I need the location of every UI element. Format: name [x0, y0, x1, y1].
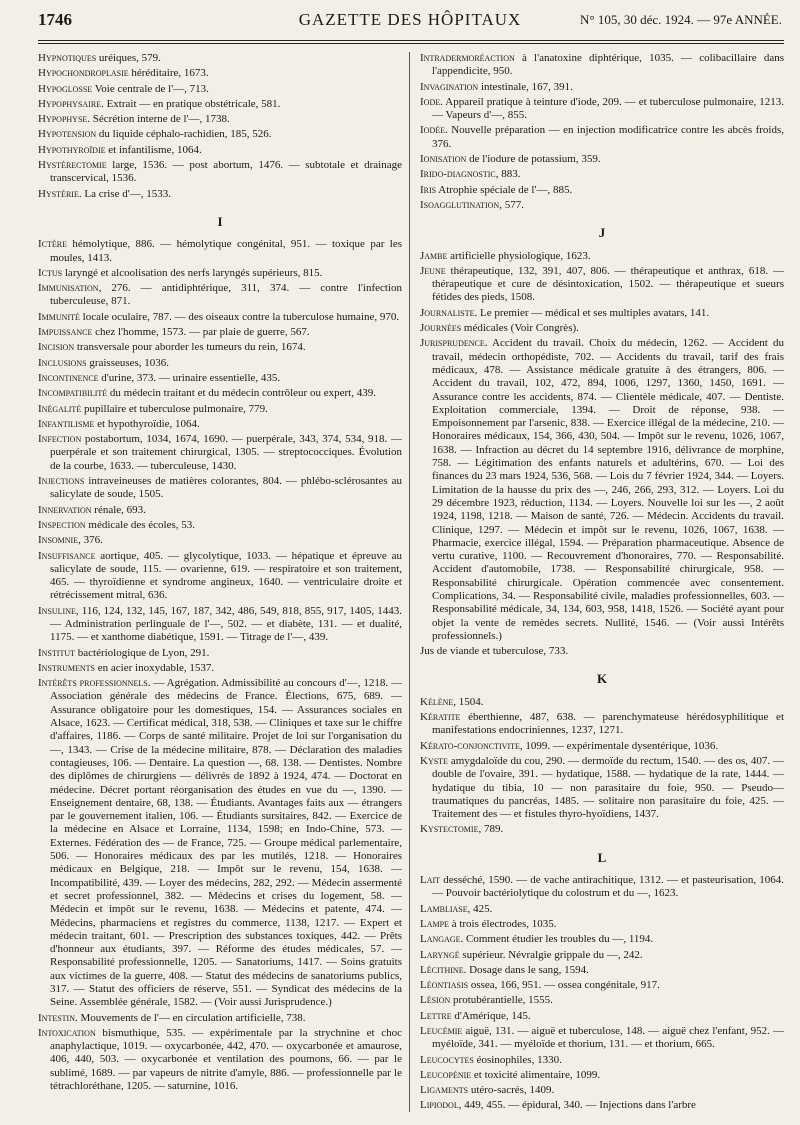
- index-entry: [38, 433, 402, 473]
- entry-text: hémolytique, 886. — hémolytique congénital, 951. — toxique par les moules, 1413.: [50, 238, 402, 264]
- index-entry: [38, 475, 402, 502]
- index-entry: [38, 550, 402, 603]
- entry-text: intestinale, 167, 391.: [478, 80, 573, 93]
- entry-headword: Journées: [420, 322, 462, 335]
- entry-text: transversale pour aborder les tumeurs du rein, 1674.: [74, 341, 306, 354]
- index-entry: [420, 964, 784, 977]
- entry-text: et infantilisme, 1064.: [105, 143, 202, 156]
- entry-text: , 789.: [478, 823, 504, 836]
- entry-headword: Kératite: [420, 711, 461, 724]
- entry-text: , 276. — antidiphtérique, 311, 374. — contre l'infection tuberculeuse, 871.: [50, 282, 402, 308]
- entry-headword: Leucopénie: [420, 1068, 472, 1081]
- entry-headword: Lécithine: [420, 963, 464, 976]
- entry-headword: Injections: [38, 475, 85, 488]
- entry-headword: Lipiodol: [420, 1099, 459, 1112]
- index-entry: [420, 903, 784, 916]
- index-entry: [38, 311, 402, 324]
- entry-text: . Extrait — en pratique obstétricale, 581.: [101, 97, 281, 110]
- journal-title: GAZETTE DES HÔPITAUX: [298, 10, 522, 29]
- index-entry: [420, 1069, 784, 1082]
- entry-headword: Hypothyroïdie: [38, 143, 106, 156]
- index-entry: [420, 979, 784, 992]
- entry-text: . La crise d'—, 1533.: [78, 187, 171, 200]
- index-entry: [420, 184, 784, 197]
- entry-text: . Accident du travail. Choix du médecin, 1262. — Accident du travail, médecin orthopédiste, 702. — Accidents du travail, tarif des frais médicaux, 478. — Assistance médicale gratuite à des étrangers, 806. — Accident du travail, 102, 472, 894, 1006, 1297, 1360, 1450, 1691. — Assurance contre les accidents, 874. — Clientèle médicale, 407. — Dentiste. Exploitation commerciale, 1394. — Droit de réponse, 938. — Empoisonnement par l'arsenic, 838. — Exercice illégal de la médecine, 210. — Honoraires médicaux, 154, 366, 430, 504. — Impôt sur le revenu, 1026, 1067, 1638. — Infraction au décret du 14 septembre 1916, délivrance de morphine, 758. — Légitimation des enfants naturels et adultérins, 670. — Loi des finances du 23 mars 1924, 536, 568. — Lois du 7 février 1924, 344. — Loyers. Limitation de la hausse du prix des —, 246, 266, 293, 312. — Loyers. Loi du 29 décembre 1923, réduction, 1134. — Loyers. Nouvelle loi sur les —, 2 août 1924, 1198, 1218. — Maison de santé, 726. — Médecin. Accidents du travail. Clinique, 1297. — Médecin et impôt sur le revenu, 1026, 1067, 1638. — Pharmacie, exercice illégal, 1594. — Préparation pharmaceutique. Absence de vertu curative, 1100. — Recouvrement d'honoraires, 770. — Responsabilité. Accident d'automobile, 1738. — Responsabilité chirurgicale, 958. — Responsabilité chirurgicale. Opération commencée avec consentement. Complications, 34. — Responsabilité civile, maladies professionnelles, 603. — Responsabilité médicale, 34, 134, 603, 958, 1418, 1526. — Société ayant pour objet la vente de remèdes secrets. Nullité, 1546. — (Voir aussi Intérêts professionnels.): [432, 337, 784, 642]
- entry-headword: Intérêts professionnels: [38, 677, 148, 690]
- entry-text: , 883.: [495, 168, 521, 181]
- entry-text: aiguë, 131. — aiguë et tuberculose, 148. — aiguë chez l'enfant, 952. — myéloïde, 341. — myéloïde et thorium, 131. — et thorium, 665.: [432, 1025, 784, 1051]
- index-entry: [420, 1084, 784, 1097]
- index-entry: [420, 168, 784, 181]
- index-entry: [38, 282, 402, 309]
- entry-text: . Mouvements de l'— en circulation artificielle, 738.: [75, 1011, 306, 1024]
- page-number: 1746: [38, 10, 72, 29]
- entry-text: Voie centrale de l'—, 713.: [92, 82, 209, 95]
- entry-text: aortique, 405. — glycolytique, 1033. — hépatique et épreuve au salicylate de soude, 115. — ovarienne, 619. — respiratoire et son traitement, 465. — thyroïdienne et syndrome angineux, 1640. — ventriculaire droite et rétrécissement mitral, 636.: [50, 549, 402, 602]
- index-entry: [420, 265, 784, 305]
- entry-headword: Hypochondroplasie: [38, 67, 129, 80]
- entry-headword: Innervation: [38, 503, 92, 516]
- entry-headword: Immunité: [38, 310, 80, 323]
- entry-text: médicales (Voir Congrès).: [461, 322, 579, 335]
- entry-text: intraveineuses de matières colorantes, 804. — phlébo-sclérosantes au salicylate de soude, 1505.: [50, 475, 402, 501]
- index-entry: [420, 153, 784, 166]
- entry-headword: Insuffisance: [38, 549, 96, 562]
- entry-text: . Appareil pratique à teinture d'iode, 209. — et tuberculose pulmonaire, 1213. — Vapeurs d'—, 855.: [432, 95, 784, 122]
- entry-headword: Infantilisme: [38, 417, 95, 430]
- index-entry: [38, 662, 402, 675]
- entry-text: thérapeutique, 132, 391, 407, 806. — thérapeutique et anthrax, 618. — thérapeutique et cure de désintoxication, 1502. — thérapeutique et sueurs fétides des pieds, 1508.: [432, 264, 784, 304]
- entry-headword: Iodée: [420, 124, 445, 137]
- entry-headword: Instruments: [38, 661, 96, 674]
- index-entry: [420, 322, 784, 335]
- entry-text: d'Amérique, 145.: [451, 1009, 531, 1022]
- index-entry: [420, 124, 784, 151]
- entry-headword: Jambe: [420, 249, 448, 262]
- index-entry: [38, 341, 402, 354]
- section-letter: J: [598, 225, 606, 241]
- index-entry: [420, 994, 784, 1007]
- entry-text: Atrophie spéciale de l'—, 885.: [436, 183, 573, 196]
- entry-text: du médecin traitant et du médecin contrôleur ou expert, 439.: [107, 387, 376, 400]
- entry-headword: Hypophysaire: [38, 97, 102, 110]
- entry-text: postabortum, 1034, 1674, 1690. — puerpérale, 343, 374, 534, 918. — puerpérale et son traitement chirurgical, 1305. — streptococciques. Évolution de la courbe, 1633. — tuberculeuse, 1430.: [50, 433, 402, 472]
- entry-text: , 116, 124, 132, 145, 167, 187, 342, 486, 549, 818, 855, 917, 1405, 1443. — Administration perlinguale de l'—, 502. — et diabète, 131. — et dualité, 1175. — et xanthome diabétique, 1591. — Titrage de l'—, 439.: [50, 604, 402, 644]
- entry-headword: Hypnotiques: [38, 52, 97, 64]
- entry-headword: Insuline: [38, 604, 76, 617]
- entry-text: . — Agrégation. Admissibilité au concours d'—, 1218. — Association générale des médecins de France. Élections, 675, 689. — Assurance obligatoire pour les domestiques, 154. — Assurances sociales en Alsace, 1623. — Certificat médical, 318, 538. — Cliniques et taxe sur le chiffre d'affaires, 1186. — Corps de santé militaire. Projet de loi sur l'organisation du —, 1343. — Crise de la médecine militaire, 878. — Déclaration des maladies contagieuses, 106. — Dentaire. La question —, 68. 138. — Dentistes. Nombre des diplômes de chirurgiens — délivrés de 1892 à 1924, 474. — Doctorat en médecine. Décret portant réorganisation des études en vue du —, 1390. — Enseignement dentaire, 68, 138. — Étudiants. Avantages faits aux — étrangers par le gouvernement italien, 106. — Étudiants sursitaires, 842. — Exercice de la médecine en Alsace et Lorraine, 1134, 1598; en Indo-Chine, 573. — Externes. Fédération des — de France, 725. — Groupe médical parlementaire, 506. — Honoraires médicaux des par les mutilés, 1218. — Honoraires médicaux en Belgique, 218. — Impôt sur le revenu, 154, 1638. — Incompatibilité, 439. — Loyer des médecins, 282, 292. — Médecin assermenté et secret professionnel, 382. — Médecins et crises du logement, 58. — Médecin et impôt sur le revenu, 1638. — Médecins et patente, 474. — Médecins, pharmaciens et registres du commerce, 1138, 1217. — Expert et médecin traitant, 601. — Prescription des substances toxiques, 442. — Prêts d'honneur aux étudiants, 397. — Réforme des études médicales, 57. — Responsabilité professionnelle, 1205. — Sanatoriums, 1417. — Soins gratuits aux victimes de la guerre, 408. — Statut des médecins de sanatoriums publics, 317. — Statut des officiers de réserve, 551. — Syndicat des médecins de la Seine. Assemblée générale, 1582. — (Voir aussi Jurisprudence.): [50, 677, 402, 1009]
- entry-text: en acier inoxydable, 1537.: [95, 661, 215, 674]
- entry-headword: Kyste: [420, 754, 448, 767]
- index-entry: [38, 267, 402, 280]
- right-column: [420, 52, 784, 1114]
- entry-headword: Lettre: [420, 1009, 452, 1022]
- left-column: [38, 52, 402, 1114]
- index-entry: [38, 519, 402, 532]
- entry-headword: Kérato-conjonctivite: [420, 739, 520, 752]
- entry-text: , 577.: [499, 198, 524, 211]
- index-entry: [38, 677, 402, 1009]
- entry-text: rénale, 693.: [91, 503, 146, 516]
- entry-headword: Insomnie: [38, 534, 79, 547]
- entry-text: héréditaire, 1673.: [128, 67, 209, 80]
- entry-headword: Institut: [38, 646, 75, 659]
- entry-headword: Jeune: [420, 264, 446, 277]
- entry-headword: Incision: [38, 341, 75, 354]
- entry-text: de l'iodure de potassium, 359.: [466, 153, 601, 166]
- entry-text: utéro-sacrés, 1409.: [468, 1084, 555, 1097]
- index-entry: [420, 874, 784, 901]
- entry-headword: Incompatibilité: [38, 387, 108, 400]
- entry-headword: Hystérectomie: [38, 159, 107, 172]
- entry-text: supérieur. Névralgie grippale du —, 242.: [459, 948, 643, 961]
- entry-text: du liquide céphalo-rachidien, 185, 526.: [96, 128, 272, 141]
- index-entry: [38, 159, 402, 186]
- section-letter: I: [217, 213, 223, 229]
- entry-text: d'urine, 373. — urinaire essentielle, 435.: [98, 371, 281, 384]
- entry-headword: Hypotension: [38, 128, 97, 141]
- entry-text: protubérantielle, 1555.: [450, 994, 553, 1007]
- entry-headword: Lambliase: [420, 902, 468, 915]
- index-entry: [420, 1099, 784, 1112]
- index-entry: [38, 418, 402, 431]
- entry-headword: Hystérie: [38, 187, 79, 200]
- index-entry: [38, 83, 402, 96]
- entry-text: , 425.: [467, 902, 493, 915]
- entry-headword: Hypophyse: [38, 113, 88, 126]
- entry-text: artificielle physiologique, 1623.: [447, 249, 591, 262]
- index-entry: [38, 188, 402, 201]
- entry-text: amygdaloïde du cou, 290. — dermoïde du rectum, 1540. — des os, 407. — double de l'ovaire, 391. — hydatique, 1588. — hydatique de la rate, 1444. — hydatique du tibia, 10 — non parasitaire du foie, 950. — Pseudo— traumatiques du pancréas, 1485. — solitaire non parasitaire du foie, 425. — Traitement des — et fistules thyro-hyoïdiens, 1437.: [432, 754, 784, 821]
- entry-headword: Langage: [420, 933, 461, 946]
- entry-headword: Lampe: [420, 917, 449, 930]
- entry-headword: Infection: [38, 433, 82, 446]
- entry-text: , 449, 455. — épidural, 340. — Injections dans l'arbre: [458, 1099, 696, 1112]
- entry-headword: Leucocytes: [420, 1053, 474, 1066]
- entry-headword: Journaliste: [420, 306, 475, 319]
- index-entry: [38, 403, 402, 416]
- entry-headword: Iris: [420, 183, 437, 196]
- entry-headword: Invagination: [420, 80, 479, 93]
- section-letter: L: [597, 849, 607, 865]
- index-entry: [38, 238, 402, 265]
- index-entry: [420, 696, 784, 709]
- entry-text: , 1504.: [453, 695, 484, 708]
- index-entry: [38, 387, 402, 400]
- entry-text: . Nouvelle préparation — en injection modificatrice contre les abcès froids, 376.: [432, 124, 784, 150]
- index-entry: [420, 645, 784, 658]
- entry-text: , 376.: [78, 534, 103, 547]
- index-entry: [420, 918, 784, 931]
- entry-headword: Kystectomie: [420, 823, 479, 836]
- entry-text: ossea, 166, 951. — ossea congénitale, 917.: [468, 979, 660, 992]
- index-entry: [38, 67, 402, 80]
- entry-text: . Sécrétion interne de l'—, 1738.: [87, 113, 230, 126]
- entry-headword: Incontinence: [38, 371, 99, 384]
- entry-text: uréiques, 579.: [96, 52, 161, 64]
- index-entry: [420, 1025, 784, 1052]
- index-entry: [420, 740, 784, 753]
- entry-text: et hypothyroïdie, 1064.: [94, 417, 200, 430]
- header-rule: [38, 40, 784, 41]
- index-entry: [420, 755, 784, 821]
- entry-text: desséché, 1590. — de vache antirachitique, 1312. — et pasteurisation, 1064. — Pouvoir bactériolytique du colostrum et du —, 1623.: [432, 874, 784, 900]
- index-entry: [420, 949, 784, 962]
- index-entry: [420, 1054, 784, 1067]
- entry-text: . Comment étudier les troubles du —, 1194.: [460, 933, 654, 946]
- index-entry: [38, 534, 402, 547]
- index-entry: [420, 250, 784, 263]
- column-divider: [409, 52, 410, 1112]
- index-entry: [420, 96, 784, 123]
- entry-text: Jus de viande et tuberculose, 733.: [420, 645, 569, 658]
- section-letter: K: [596, 671, 608, 687]
- index-entry: [38, 647, 402, 660]
- entry-text: locale oculaire, 787. — des oiseaux contre la tuberculose humaine, 970.: [79, 310, 400, 323]
- index-entry: [420, 81, 784, 94]
- entry-headword: Iode: [420, 95, 441, 108]
- index-entry: [420, 307, 784, 320]
- entry-headword: Lait: [420, 874, 441, 887]
- entry-text: médicale des écoles, 53.: [85, 518, 196, 531]
- entry-headword: Intestin: [38, 1011, 75, 1024]
- page-header: [38, 10, 782, 38]
- entry-headword: Inégalité: [38, 402, 82, 415]
- entry-headword: Laryngé: [420, 948, 460, 961]
- entry-text: éosinophiles, 1330.: [473, 1053, 562, 1066]
- entry-headword: Ictère: [38, 238, 67, 251]
- index-entry: [420, 711, 784, 738]
- index-entry: [38, 1027, 402, 1093]
- entry-headword: Inspection: [38, 518, 86, 531]
- issue-info: N° 105, 30 déc. 1924. — 97e ANNÉE.: [580, 12, 782, 27]
- header-rule-thin: [38, 43, 784, 44]
- entry-text: et toxicité alimentaire, 1099.: [471, 1068, 601, 1081]
- index-entry: [420, 52, 784, 79]
- index-entry: [420, 823, 784, 836]
- entry-headword: Intradermoréaction: [420, 52, 515, 64]
- index-entry: [38, 372, 402, 385]
- entry-headword: Lésion: [420, 994, 451, 1007]
- entry-text: . Le premier — médical et ses multiples avatars, 141.: [474, 306, 710, 319]
- index-entry: [38, 52, 402, 65]
- index-entry: [38, 1012, 402, 1025]
- entry-headword: Immunisation: [38, 282, 99, 295]
- index-entry: [38, 326, 402, 339]
- entry-text: bismuthique, 535. — expérimentale par la strychnine et choc anaphylactique, 1019. — oxycarbonée, 442, 470. — oxycarbonée et amaurose, 406, 440, 503. — oxycarbonée et ventilation des poumons, 66. — par le sublimé, 1689. — par vapeurs de nitrite d'amyle, 886. — professionnelle par le tétrachloréthane, 1205. — saturnine, 1016.: [50, 1026, 402, 1093]
- entry-text: laryngé et alcoolisation des nerfs laryngés supérieurs, 815.: [62, 266, 323, 279]
- entry-headword: Irido-diagnostic: [420, 168, 496, 181]
- entry-text: graisseuses, 1036.: [86, 356, 170, 369]
- entry-text: . Dosage dans le sang, 1594.: [463, 963, 589, 976]
- entry-headword: Ionisation: [420, 153, 467, 166]
- entry-headword: Impuissance: [38, 326, 93, 339]
- entry-text: bactériologique de Lyon, 291.: [75, 646, 210, 659]
- entry-headword: Ligaments: [420, 1084, 469, 1097]
- index-entry: [420, 1010, 784, 1023]
- entry-text: à l'anatoxine diphtérique, 1035. — colibacillaire dans l'appendicite, 950.: [432, 52, 784, 78]
- entry-text: à trois électrodes, 1035.: [448, 917, 557, 930]
- index-entry: [420, 337, 784, 643]
- index-entry: [38, 504, 402, 517]
- entry-headword: Hypoglosse: [38, 82, 93, 95]
- index-entry: [38, 357, 402, 370]
- entry-text: , 1099. — expérimentale dysentérique, 1036.: [519, 739, 719, 752]
- entry-headword: Ictus: [38, 266, 63, 279]
- index-entry: [38, 98, 402, 111]
- entry-text: large, 1536. — post abortum, 1476. — subtotale et drainage transcervical, 1536.: [50, 159, 402, 185]
- entry-headword: Kélène: [420, 695, 454, 708]
- index-entry: [38, 128, 402, 141]
- entry-headword: Intoxication: [38, 1026, 96, 1039]
- entry-headword: Jurisprudence: [420, 337, 485, 350]
- entry-headword: Isoagglutination: [420, 198, 500, 211]
- entry-text: chez l'homme, 1573. — par plaie de guerre, 567.: [92, 326, 310, 339]
- entry-text: pupillaire et tuberculose pulmonaire, 779.: [81, 402, 268, 415]
- entry-headword: Léontiasis: [420, 979, 469, 992]
- entry-text: éberthienne, 487, 638. — parenchymateuse hérédosyphilitique et manifestations endocriniennes, 1237, 1271.: [432, 711, 784, 737]
- index-entry: [420, 199, 784, 212]
- entry-headword: Inclusions: [38, 356, 87, 369]
- entry-headword: Leucémie: [420, 1025, 463, 1037]
- index-entry: [38, 605, 402, 645]
- index-entry: [38, 144, 402, 157]
- index-entry: [38, 113, 402, 126]
- index-entry: [420, 933, 784, 946]
